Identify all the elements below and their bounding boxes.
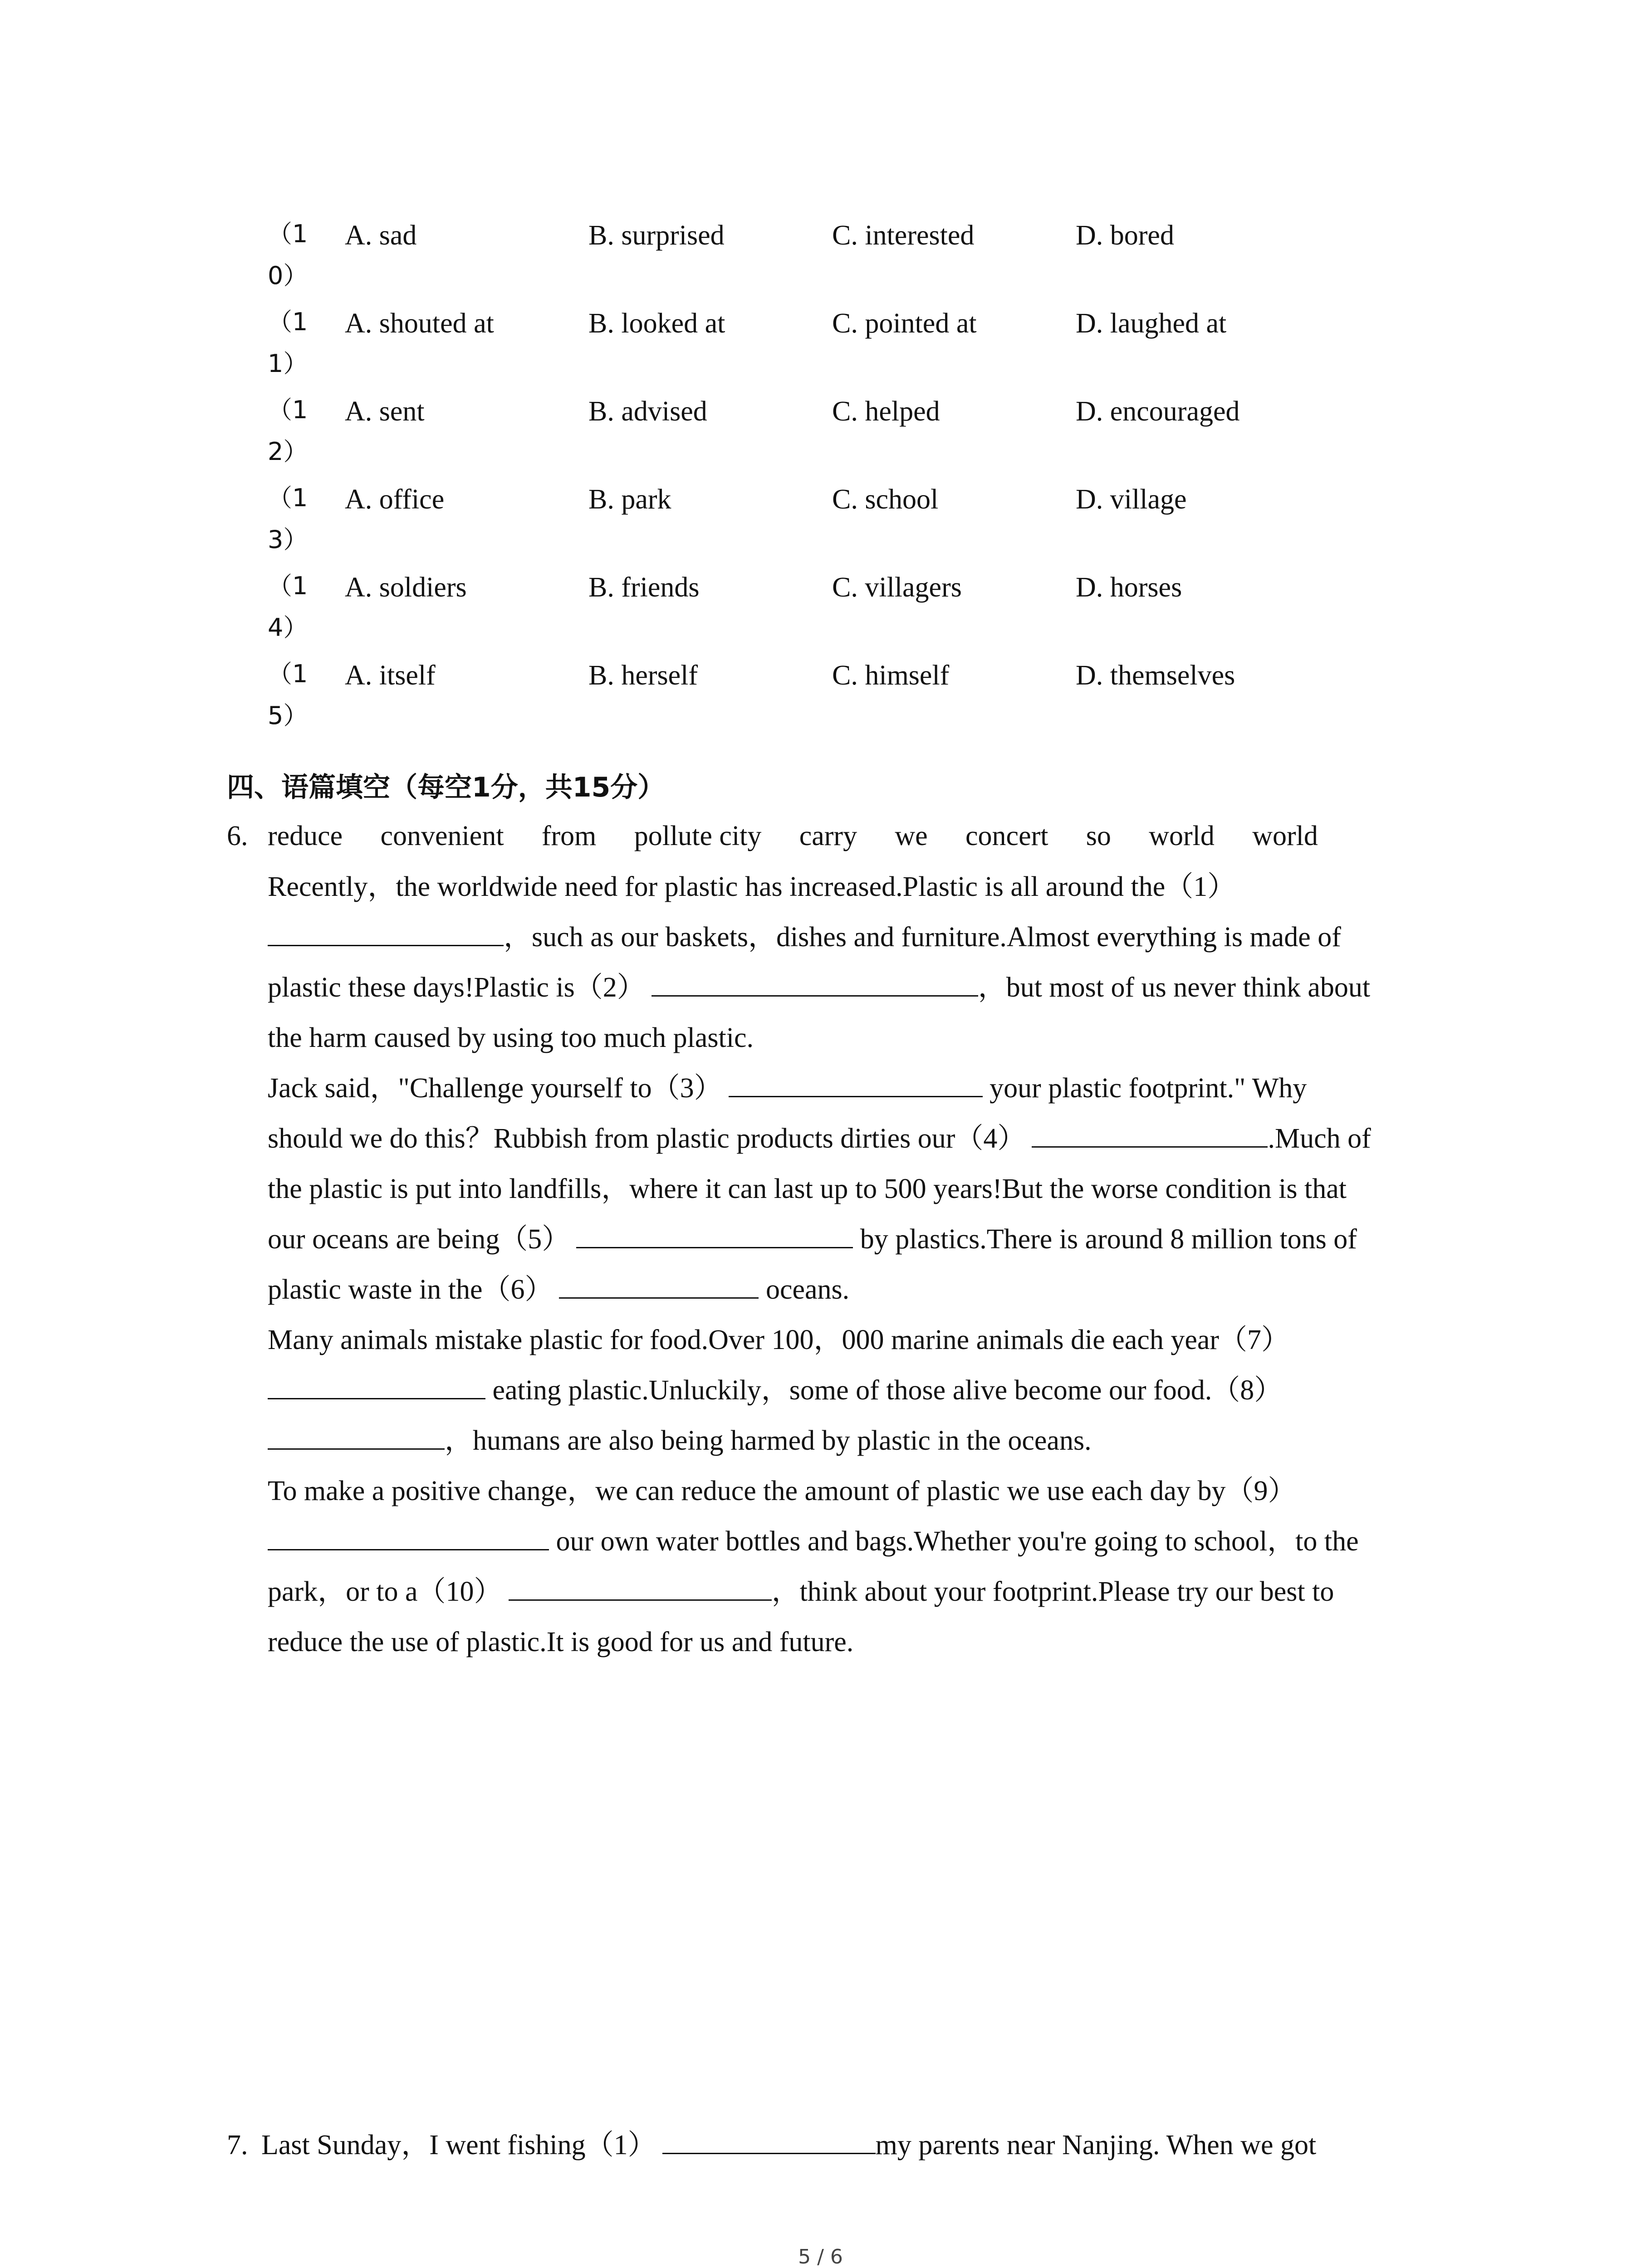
passage-line <box>268 1066 1461 1116</box>
option-row-number: （1 3） <box>268 484 308 554</box>
answer-blank-5[interactable] <box>576 1219 853 1248</box>
option-d: D. themselves <box>1076 660 1235 691</box>
word-bank-item: from <box>541 821 597 851</box>
option-c: C. interested <box>832 220 975 251</box>
option-d: D. horses <box>1076 572 1182 603</box>
passage-text: oceans. <box>759 1274 850 1305</box>
word-bank-item: concert <box>965 821 1048 851</box>
word-bank-item: we <box>895 821 928 851</box>
question-6-passage <box>268 864 1461 1670</box>
passage-line <box>268 1619 1461 1670</box>
word-bank-item: so <box>1086 821 1111 851</box>
passage-text: ，humans are also being harmed by plastic in the oceans. <box>445 1425 1092 1456</box>
passage-line <box>268 1217 1461 1267</box>
passage-text: plastic these days!Plastic is（2） <box>268 972 645 1003</box>
option-c: C. villagers <box>832 572 962 603</box>
option-a: A. soldiers <box>345 572 467 603</box>
answer-blank-10[interactable] <box>509 1571 772 1601</box>
passage-text: plastic waste in the（6） <box>268 1274 553 1305</box>
option-a: A. shouted at <box>345 308 494 339</box>
passage-line <box>268 1317 1461 1368</box>
option-a: A. sad <box>345 220 417 251</box>
answer-blank-7[interactable] <box>268 1370 485 1399</box>
question-7-number: 7. <box>227 2130 248 2160</box>
passage-text: ，but most of us never think about <box>978 972 1371 1003</box>
option-a: A. itself <box>345 660 436 691</box>
option-row-number: （1 5） <box>268 660 308 730</box>
option-a: A. office <box>345 484 445 515</box>
word-bank-item: convenient <box>380 821 504 851</box>
page-number: 5 / 6 <box>798 2245 843 2268</box>
option-row-number: （1 4） <box>268 572 308 642</box>
section-heading: 四、语篇填空（每空1分，共15分） <box>227 772 665 803</box>
word-bank-item: world <box>1149 821 1215 851</box>
option-b: B. surprised <box>588 220 725 251</box>
option-d: D. encouraged <box>1076 396 1240 427</box>
option-row-number: （1 1） <box>268 308 308 378</box>
passage-text: ，think about your footprint.Please try our best to <box>771 1576 1334 1607</box>
option-d: D. laughed at <box>1076 308 1227 339</box>
passage-text: ，such as our baskets，dishes and furniture.Almost everything is made of <box>504 922 1341 953</box>
option-row-number: （1 2） <box>268 396 308 466</box>
option-c: C. pointed at <box>832 308 977 339</box>
option-c: C. helped <box>832 396 940 427</box>
passage-text: Jack said，"Challenge yourself to（3） <box>268 1073 722 1104</box>
passage-text: the plastic is put into landfills，where it can last up to 500 years!But the worse condition is that <box>268 1173 1347 1204</box>
passage-text: park，or to a（10） <box>268 1576 502 1607</box>
passage-line <box>268 864 1461 914</box>
passage-line <box>268 914 1461 965</box>
passage-line <box>268 1166 1461 1217</box>
passage-line <box>268 1116 1461 1166</box>
passage-text: our oceans are being（5） <box>268 1224 570 1255</box>
passage-line <box>268 1368 1461 1418</box>
option-c: C. himself <box>832 660 950 691</box>
passage-text: reduce the use of plastic.It is good for us and future. <box>268 1627 854 1657</box>
passage-line <box>268 965 1461 1015</box>
passage-text: Recently，the worldwide need for plastic has increased.Plastic is all around the（1） <box>268 871 1236 902</box>
answer-blank-1[interactable] <box>268 917 504 946</box>
passage-text: your plastic footprint." Why <box>982 1073 1307 1104</box>
question-7-text-continued: my parents near Nanjing. When we got <box>875 2130 1317 2160</box>
passage-text: our own water bottles and bags.Whether you're going to school，to the <box>549 1526 1359 1557</box>
passage-text: Many animals mistake plastic for food.Over 100，000 marine animals die each year（7） <box>268 1325 1290 1355</box>
passage-line <box>268 1015 1461 1066</box>
word-bank-item: pollute city <box>634 821 762 851</box>
passage-text: .Much of <box>1268 1123 1371 1154</box>
option-row-number: （1 0） <box>268 220 308 290</box>
passage-line <box>268 1418 1461 1468</box>
word-bank <box>268 820 1318 852</box>
passage-line <box>268 1519 1461 1569</box>
option-d: D. village <box>1076 484 1187 515</box>
passage-line <box>268 1569 1461 1619</box>
word-bank-item: carry <box>799 821 857 851</box>
passage-line <box>268 1267 1461 1317</box>
question-7-text: Last Sunday，I went fishing（1） <box>261 2130 656 2160</box>
answer-blank-9[interactable] <box>268 1521 549 1550</box>
option-d: D. bored <box>1076 220 1174 251</box>
question-7-blank-1[interactable] <box>662 2125 876 2154</box>
option-c: C. school <box>832 484 939 515</box>
option-b: B. park <box>588 484 671 515</box>
word-bank-item: reduce <box>268 821 343 851</box>
passage-text: eating plastic.Unluckily，some of those alive become our food.（8） <box>485 1375 1283 1406</box>
option-b: B. looked at <box>588 308 725 339</box>
option-b: B. herself <box>588 660 698 691</box>
passage-text: should we do this？Rubbish from plastic products dirties our（4） <box>268 1123 1026 1154</box>
passage-text: the harm caused by using too much plastic. <box>268 1022 754 1053</box>
answer-blank-2[interactable] <box>652 967 978 997</box>
answer-blank-4[interactable] <box>1032 1118 1268 1148</box>
answer-blank-3[interactable] <box>729 1068 983 1097</box>
passage-line <box>268 1468 1461 1519</box>
answer-blank-8[interactable] <box>268 1420 445 1450</box>
question-7 <box>227 2122 1316 2162</box>
word-bank-item: world <box>1252 821 1318 851</box>
option-a: A. sent <box>345 396 425 427</box>
option-b: B. advised <box>588 396 707 427</box>
passage-text: by plastics.There is around 8 million tons of <box>853 1224 1357 1255</box>
option-b: B. friends <box>588 572 700 603</box>
answer-blank-6[interactable] <box>559 1269 759 1299</box>
passage-text: To make a positive change，we can reduce the amount of plastic we use each day by（9） <box>268 1476 1296 1506</box>
question-6-number: 6. <box>227 821 248 851</box>
